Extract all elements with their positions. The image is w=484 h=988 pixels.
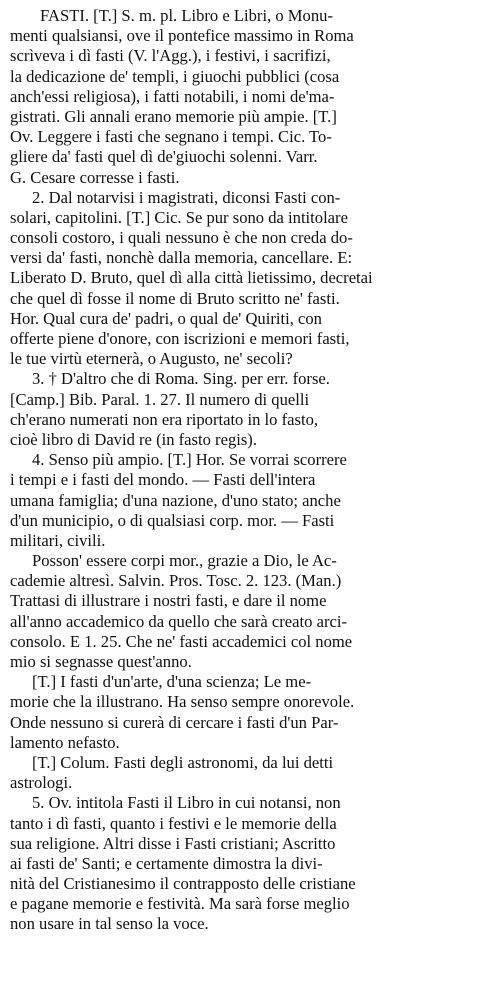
entry-line: [10, 914, 476, 934]
entry-line: [10, 208, 476, 228]
line-text: scrìveva i dì fasti (V. l'Agg.), i festivi, i sacrifizi,: [10, 46, 331, 66]
line-text: i tempi e i fasti del mondo. — Fasti dell'intera: [10, 470, 316, 490]
entry-line: [10, 329, 476, 349]
entry-line: [10, 107, 476, 127]
line-text: astrologi.: [10, 773, 73, 793]
line-text: gliere da' fasti quel dì de'giuochi solenni. Varr.: [10, 147, 318, 167]
line-text: Liberato D. Bruto, quel dì alla città lietissimo, decretai: [10, 268, 373, 288]
entry-line: [10, 450, 476, 470]
line-text: solari, capitolini. [T.] Cic. Se pur sono da intitolare: [10, 207, 348, 227]
line-text: che quel dì fosse il nome di Bruto scritto ne' fasti.: [10, 288, 340, 308]
entry-line: [10, 289, 476, 309]
line-text: consolo. E 1. 25. Che ne' fasti accademici col nome: [10, 631, 353, 651]
line-text: Onde nessuno si curerà di cercare i fasti d'un Par-: [10, 712, 339, 732]
entry-line: [10, 511, 476, 531]
entry-line: [10, 369, 476, 389]
line-text: sua religione. Altri disse i Fasti cristiani; Ascritto: [10, 833, 336, 853]
entry-line: [10, 67, 476, 87]
line-text: non usare in tal senso la voce.: [10, 914, 209, 934]
line-text: 2. Dal notarvisi i magistrati, diconsi Fasti con-: [32, 187, 341, 207]
line-text: FASTI. [T.] S. m. pl. Libro e Libri, o Monu-: [40, 6, 333, 25]
entry-line: [10, 753, 476, 773]
line-text: nità del Cristianesimo il contrapposto delle cristiane: [10, 874, 356, 894]
entry-line: [10, 410, 476, 430]
entry-line: [10, 147, 476, 167]
line-text: [T.] Colum. Fasti degli astronomi, da lui detti: [32, 752, 334, 772]
entry-line: [10, 894, 476, 914]
line-text: menti qualsiansi, ove il pontefice massimo in Roma: [10, 26, 354, 46]
line-text: lamento nefasto.: [10, 732, 120, 752]
entry-line: [10, 46, 476, 66]
entry-line: [10, 571, 476, 591]
entry-line: [10, 268, 476, 288]
entry-line: [10, 87, 476, 107]
entry-line: [10, 854, 476, 874]
line-text: ch'erano numerati non era riportato in lo fasto,: [10, 409, 319, 429]
entry-line: [10, 248, 476, 268]
entry-line: [10, 188, 476, 208]
entry-line: [10, 814, 476, 834]
entry-line: [10, 793, 476, 813]
line-text: 4. Senso più ampio. [T.] Hor. Se vorrai scorrere: [32, 450, 347, 470]
entry-line: [10, 309, 476, 329]
line-text: Posson' essere corpi mor., grazie a Dio, le Ac-: [32, 551, 337, 571]
entry-line: [10, 834, 476, 854]
entry-line: [10, 612, 476, 632]
entry-line: [10, 692, 476, 712]
entry-line: [10, 349, 476, 369]
entry-line: [10, 874, 476, 894]
entry-line: [10, 551, 476, 571]
line-text: mio si segnasse quest'anno.: [10, 652, 192, 671]
line-text: Hor. Qual cura de' padri, o qual de' Quiriti, con: [10, 308, 322, 328]
entry-line: [10, 390, 476, 410]
entry-line: [10, 168, 476, 188]
line-text: le tue virtù eternerà, o Augusto, ne' secoli?: [10, 349, 293, 369]
line-text: consoli costoro, i quali nessuno è che non creda do-: [10, 228, 353, 248]
line-text: cioè libro di David re (in fasto regis).: [10, 429, 257, 449]
entry-line: [10, 713, 476, 733]
entry-line: [10, 773, 476, 793]
line-text: cademie altresì. Salvin. Pros. Tosc. 2. 123. (Man.): [10, 571, 342, 591]
line-text: anch'essi religiosa), i fatti notabili, i nomi de'ma-: [10, 86, 335, 106]
entry-line: [10, 733, 476, 753]
line-text: morie che la illustrano. Ha senso sempre onorevole.: [10, 692, 355, 712]
line-text: gistrati. Gli annali erano memorie più ampie. [T.]: [10, 106, 337, 126]
line-text: militari, civili.: [10, 530, 106, 550]
line-text: [Camp.] Bib. Paral. 1. 27. Il numero di quelli: [10, 389, 310, 409]
line-text: e pagane memorie e festività. Ma sarà forse meglio: [10, 894, 350, 914]
line-text: G. Cesare corresse i fasti.: [10, 167, 180, 187]
line-text: versi da' fasti, nonchè dalla memoria, cancellare. E:: [10, 248, 353, 268]
line-text: Ov. Leggere i fasti che segnano i tempi. Cic. To-: [10, 127, 332, 147]
line-text: tanto i dì fasti, quanto i festivi e le memorie della: [10, 813, 337, 833]
line-text: offerte piene d'onore, con iscrizioni e memori fasti,: [10, 329, 350, 348]
line-text: [T.] I fasti d'un'arte, d'una scienza; Le me-: [32, 672, 312, 692]
entry-line: [10, 531, 476, 551]
line-text: all'anno accademico da quello che sarà creato arci-: [10, 611, 347, 631]
entry-line: [10, 491, 476, 511]
line-text: Trattasi di illustrare i nostri fasti, e dare il nome: [10, 591, 327, 611]
entry-line: [10, 652, 476, 672]
entry-line: [10, 6, 476, 26]
entry-line: [10, 430, 476, 450]
line-text: 3. † D'altro che di Roma. Sing. per err. forse.: [32, 369, 330, 389]
line-text: umana famiglia; d'una nazione, d'uno stato; anche: [10, 490, 341, 510]
line-text: la dedicazione de' templi, i giuochi pubblici (cosa: [10, 66, 340, 86]
entry-line: [10, 591, 476, 611]
line-text: d'un municipio, o di qualsiasi corp. mor. — Fasti: [10, 510, 335, 530]
line-text: 5. Ov. intitola Fasti il Libro in cui notansi, non: [32, 793, 341, 813]
line-text: ai fasti de' Santi; e certamente dimostra la divi-: [10, 853, 323, 873]
entry-line: [10, 632, 476, 652]
entry-line: [10, 26, 476, 46]
entry-line: [10, 672, 476, 692]
entry-line: [10, 470, 476, 490]
entry-line: [10, 127, 476, 147]
entry-line: [10, 228, 476, 248]
